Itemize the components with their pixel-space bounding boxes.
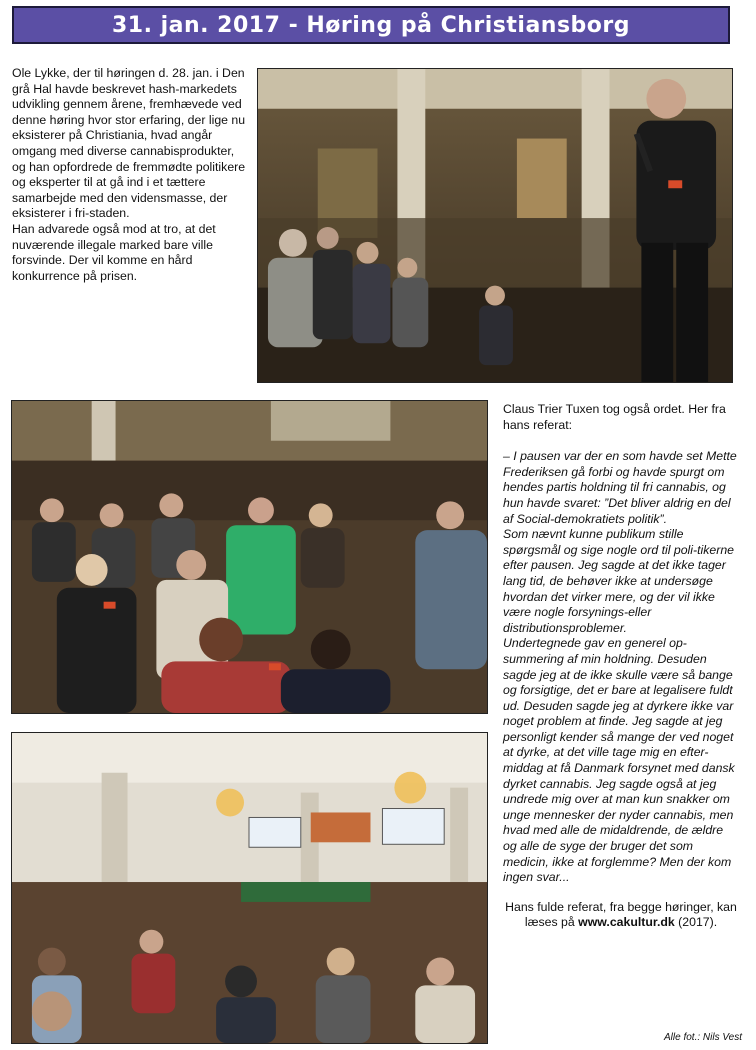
intro-paragraph-2: Han advarede også mod at tro, at det nuværende illegale marked bare ville forsvinde. Der vil komme en hård konkurrence på prisen. xyxy=(12,221,216,283)
page-title-banner xyxy=(12,6,730,44)
article-quote-3: Undertegnede gav en generel op-summering af min holdning. Desuden sagde jeg at de ikke skulle være så bange og forsigtige, det er bare at legalisere fuldt ud. Desuden sagde jeg at dyrkere ikke var noget problem at finde. Jeg sagde at jeg personligt kender så mange der ved noget at dyrke, at det ville tage mig en efter-middag at få Danmark forsynet med dansk dyrket cannabis. Jeg sagde også at jeg undrede mig over at man kun snakker om unge mennesker der nyder cannabis, men hvad med alle de midaldrende, de ældre og alle de syge der bruger det som medicin, ikke at forglemme? Men der kom ingen svar... xyxy=(503,636,735,885)
photo-speaker-microphone xyxy=(257,68,733,383)
photo-audience-seated xyxy=(11,400,488,714)
intro-text xyxy=(12,66,250,284)
article-reference xyxy=(503,900,739,931)
intro-paragraph-1: Ole Lykke, der til høringen d. 28. jan. i Den grå Hal havde beskrevet hash-markedets udvikling gennem årene, fremhævede ved denne høring hvor stor erfaring, der lige nu eksisterer på Christiania, hvad angår omgang med diverse cannabisprodukter, og han opfordrede de fremmødte politikere og eksperter til at gå ind i et tættere samarbejde med den vidensmasse, der eksisterer i fri-staden. xyxy=(12,66,246,221)
reference-year: (2017). xyxy=(674,915,718,930)
reference-link[interactable]: www.cakultur.dk xyxy=(578,915,675,930)
article-quote-1: – I pausen var der en som havde set Mette Frederiksen gå forbi og havde spurgt om hendes partis holdning til fri cannabis, og hun havde svaret: ”Det bliver aldrig en del af Social-demokratiets politik”. xyxy=(503,449,737,526)
article-lead: Claus Trier Tuxen tog også ordet. Her fra hans referat: xyxy=(503,402,726,432)
article-text xyxy=(503,402,739,931)
photo-hall-wide-view xyxy=(11,732,488,1044)
article-quote-2: Som nævnt kunne publikum stille spørgsmål og sige nogle ord til poli-tikerne efter pausen. Jeg sagde at det ikke tager lang tid, de behøver ikke at undersøge hvordan det virker mere, og der vil ikke være nogle forsynings-eller distributionsproblemer. xyxy=(503,527,735,635)
page-title: 31. jan. 2017 - Høring på Christiansborg xyxy=(111,12,631,38)
reference-text: Hans fulde referat, fra begge høringer, kan læses på xyxy=(505,899,737,930)
photo-credit: Alle fot.: Nils Vest xyxy=(664,1032,742,1043)
